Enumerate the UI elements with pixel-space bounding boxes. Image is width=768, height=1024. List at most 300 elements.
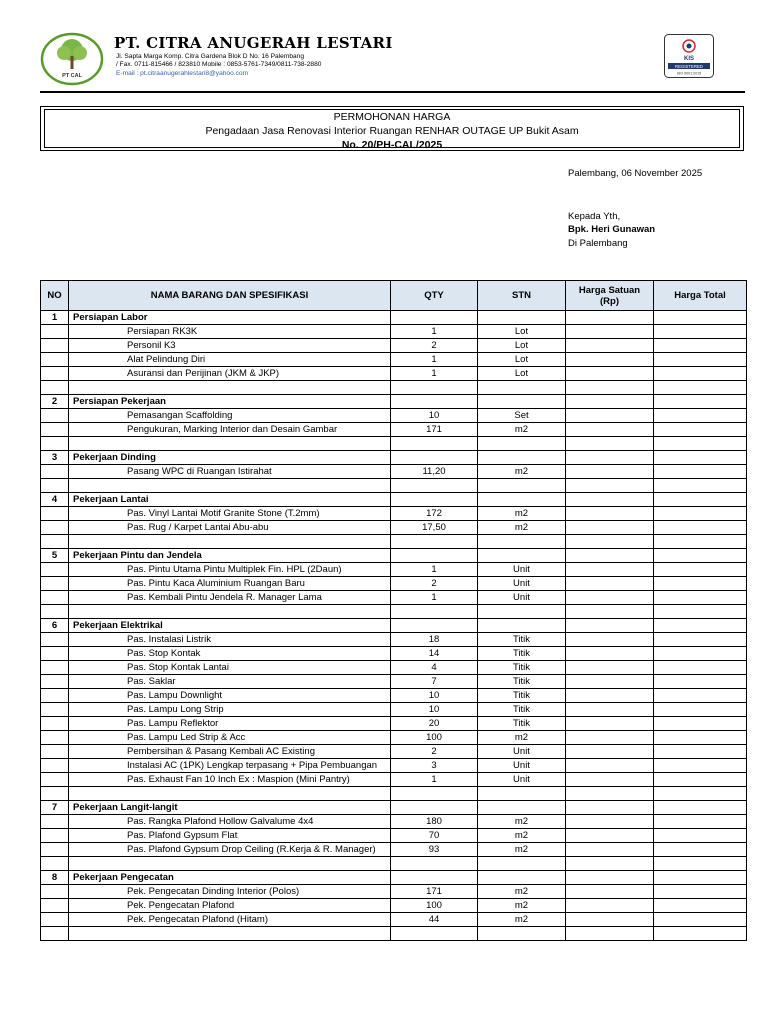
recipient-name: Bpk. Heri Gunawan bbox=[568, 224, 656, 235]
cell-unit-price bbox=[566, 717, 654, 731]
cell-name: Pas. Rangka Plafond Hollow Galvalume 4x4 bbox=[69, 815, 391, 829]
cell-stn bbox=[478, 605, 566, 619]
cell-name bbox=[69, 381, 391, 395]
cell-unit-price bbox=[566, 745, 654, 759]
header-stn: STN bbox=[478, 281, 566, 311]
header-qty: QTY bbox=[391, 281, 478, 311]
cell-no bbox=[41, 521, 69, 535]
cell-unit-price bbox=[566, 759, 654, 773]
cell-total bbox=[654, 339, 747, 353]
cell-unit-price bbox=[566, 493, 654, 507]
cell-qty bbox=[391, 619, 478, 633]
cell-stn: Titik bbox=[478, 661, 566, 675]
table-row bbox=[41, 563, 747, 577]
table-row bbox=[41, 507, 747, 521]
cell-total bbox=[654, 479, 747, 493]
cell-qty bbox=[391, 493, 478, 507]
document-number: No. 20/PH-CAL/2025 bbox=[341, 139, 443, 151]
cell-no bbox=[41, 563, 69, 577]
cell-no: 2 bbox=[41, 395, 69, 409]
blank-row bbox=[41, 381, 747, 395]
cell-stn bbox=[478, 311, 566, 325]
cell-name: Instalasi AC (1PK) Lengkap terpasang + Pipa Pembuangan bbox=[69, 759, 391, 773]
document-title: PERMOHONAN HARGA bbox=[333, 111, 451, 123]
cell-stn: Unit bbox=[478, 577, 566, 591]
cell-qty: 2 bbox=[391, 577, 478, 591]
cell-no bbox=[41, 787, 69, 801]
table-header-row bbox=[41, 281, 747, 311]
cell-qty: 20 bbox=[391, 717, 478, 731]
cell-unit-price bbox=[566, 689, 654, 703]
blank-row bbox=[41, 479, 747, 493]
cell-stn: Lot bbox=[478, 353, 566, 367]
header-total: Harga Total bbox=[654, 281, 747, 311]
cell-total bbox=[654, 577, 747, 591]
cell-unit-price bbox=[566, 913, 654, 927]
cell-unit-price bbox=[566, 451, 654, 465]
cell-no bbox=[41, 885, 69, 899]
blank-row bbox=[41, 787, 747, 801]
cell-total bbox=[654, 465, 747, 479]
cell-unit-price bbox=[566, 381, 654, 395]
cell-unit-price bbox=[566, 731, 654, 745]
table-row bbox=[41, 647, 747, 661]
cell-name bbox=[69, 927, 391, 941]
cell-no bbox=[41, 577, 69, 591]
table-row bbox=[41, 339, 747, 353]
cell-no bbox=[41, 745, 69, 759]
cell-qty: 7 bbox=[391, 675, 478, 689]
cell-total bbox=[654, 507, 747, 521]
cell-name: Pas. Pintu Kaca Aluminium Ruangan Baru bbox=[69, 577, 391, 591]
cell-name: Personil K3 bbox=[69, 339, 391, 353]
cell-qty bbox=[391, 787, 478, 801]
cell-no bbox=[41, 633, 69, 647]
cell-qty bbox=[391, 479, 478, 493]
cell-total bbox=[654, 423, 747, 437]
cell-total bbox=[654, 731, 747, 745]
cell-total bbox=[654, 661, 747, 675]
header-unit-price: Harga Satuan (Rp) bbox=[566, 281, 654, 311]
cell-name: Pas. Exhaust Fan 10 Inch Ex : Maspion (Mini Pantry) bbox=[69, 773, 391, 787]
cell-total bbox=[654, 311, 747, 325]
cell-unit-price bbox=[566, 591, 654, 605]
cell-stn: Unit bbox=[478, 563, 566, 577]
cell-unit-price bbox=[566, 437, 654, 451]
cell-unit-price bbox=[566, 675, 654, 689]
section-row bbox=[41, 619, 747, 633]
cell-name: Pek. Pengecatan Plafond bbox=[69, 899, 391, 913]
document-subtitle: Pengadaan Jasa Renovasi Interior Ruangan RENHAR OUTAGE UP Bukit Asam bbox=[205, 125, 579, 137]
cell-total bbox=[654, 591, 747, 605]
cell-total bbox=[654, 871, 747, 885]
cell-stn: m2 bbox=[478, 521, 566, 535]
cell-stn: Unit bbox=[478, 773, 566, 787]
cell-qty: 1 bbox=[391, 591, 478, 605]
cell-name: Pekerjaan Elektrikal bbox=[69, 619, 391, 633]
table-row bbox=[41, 829, 747, 843]
cell-stn: m2 bbox=[478, 913, 566, 927]
cell-stn: Titik bbox=[478, 675, 566, 689]
cell-unit-price bbox=[566, 815, 654, 829]
cell-unit-price bbox=[566, 535, 654, 549]
cell-total bbox=[654, 717, 747, 731]
cell-qty: 172 bbox=[391, 507, 478, 521]
cell-stn bbox=[478, 451, 566, 465]
cell-no bbox=[41, 479, 69, 493]
cell-qty bbox=[391, 437, 478, 451]
cell-total bbox=[654, 353, 747, 367]
cell-qty: 10 bbox=[391, 689, 478, 703]
cell-stn: Lot bbox=[478, 339, 566, 353]
cell-total bbox=[654, 801, 747, 815]
table-row bbox=[41, 773, 747, 787]
logo-text: PT CAL bbox=[62, 73, 82, 79]
cell-name: Persiapan Pekerjaan bbox=[69, 395, 391, 409]
cell-qty: 70 bbox=[391, 829, 478, 843]
blank-row bbox=[41, 535, 747, 549]
cell-total bbox=[654, 773, 747, 787]
cell-name: Pekerjaan Langit-langit bbox=[69, 801, 391, 815]
table-row bbox=[41, 815, 747, 829]
cell-no bbox=[41, 647, 69, 661]
cell-unit-price bbox=[566, 549, 654, 563]
cell-name: Pas. Plafond Gypsum Flat bbox=[69, 829, 391, 843]
cell-qty: 4 bbox=[391, 661, 478, 675]
cell-unit-price bbox=[566, 647, 654, 661]
cell-name: Pekerjaan Pengecatan bbox=[69, 871, 391, 885]
table-row bbox=[41, 325, 747, 339]
cell-stn: m2 bbox=[478, 885, 566, 899]
cell-unit-price bbox=[566, 479, 654, 493]
cell-unit-price bbox=[566, 353, 654, 367]
email-line: E-mail : pt.citraanugerahlestari8@yahoo.com bbox=[116, 70, 249, 77]
cell-qty: 14 bbox=[391, 647, 478, 661]
cell-no bbox=[41, 913, 69, 927]
cell-stn: m2 bbox=[478, 829, 566, 843]
cell-qty bbox=[391, 927, 478, 941]
cell-qty: 1 bbox=[391, 325, 478, 339]
cell-qty: 171 bbox=[391, 423, 478, 437]
table-row bbox=[41, 843, 747, 857]
cell-no bbox=[41, 325, 69, 339]
cell-total bbox=[654, 451, 747, 465]
cell-name: Alat Pelindung Diri bbox=[69, 353, 391, 367]
cell-name: Pas. Instalasi Listrik bbox=[69, 633, 391, 647]
cell-no bbox=[41, 339, 69, 353]
cell-stn bbox=[478, 381, 566, 395]
cell-total bbox=[654, 605, 747, 619]
cell-qty: 180 bbox=[391, 815, 478, 829]
cell-no bbox=[41, 857, 69, 871]
cell-no bbox=[41, 409, 69, 423]
cell-no: 7 bbox=[41, 801, 69, 815]
cell-unit-price bbox=[566, 465, 654, 479]
cell-name: Pek. Pengecatan Plafond (Hitam) bbox=[69, 913, 391, 927]
cell-name: Persiapan RK3K bbox=[69, 325, 391, 339]
cell-stn bbox=[478, 857, 566, 871]
badge-text: KIS bbox=[683, 56, 695, 62]
table-row bbox=[41, 521, 747, 535]
cell-total bbox=[654, 535, 747, 549]
cell-name: Pas. Pintu Utama Pintu Multiplek Fin. HPL (2Daun) bbox=[69, 563, 391, 577]
section-row bbox=[41, 801, 747, 815]
cell-name: Pembersihan & Pasang Kembali AC Existing bbox=[69, 745, 391, 759]
cell-qty: 17,50 bbox=[391, 521, 478, 535]
cell-total bbox=[654, 815, 747, 829]
cell-no: 1 bbox=[41, 311, 69, 325]
table-row bbox=[41, 717, 747, 731]
cell-stn: Lot bbox=[478, 325, 566, 339]
cell-stn bbox=[478, 549, 566, 563]
cell-name: Pas. Plafond Gypsum Drop Ceiling (R.Kerja & R. Manager) bbox=[69, 843, 391, 857]
cell-no: 5 bbox=[41, 549, 69, 563]
cell-no bbox=[41, 927, 69, 941]
cell-stn: Titik bbox=[478, 647, 566, 661]
section-row bbox=[41, 871, 747, 885]
cell-unit-price bbox=[566, 325, 654, 339]
cell-total bbox=[654, 619, 747, 633]
cell-stn bbox=[478, 493, 566, 507]
cell-no bbox=[41, 689, 69, 703]
cell-total bbox=[654, 885, 747, 899]
cell-qty: 18 bbox=[391, 633, 478, 647]
cell-no: 6 bbox=[41, 619, 69, 633]
cell-total bbox=[654, 913, 747, 927]
cell-total bbox=[654, 689, 747, 703]
cell-no bbox=[41, 675, 69, 689]
cell-unit-price bbox=[566, 339, 654, 353]
cell-unit-price bbox=[566, 521, 654, 535]
cell-name: Pas. Lampu Downlight bbox=[69, 689, 391, 703]
cell-stn bbox=[478, 619, 566, 633]
recipient-location: Di Palembang bbox=[568, 238, 628, 249]
cell-unit-price bbox=[566, 409, 654, 423]
cell-no bbox=[41, 843, 69, 857]
cell-total bbox=[654, 843, 747, 857]
cell-qty bbox=[391, 871, 478, 885]
blank-row bbox=[41, 857, 747, 871]
table-row bbox=[41, 913, 747, 927]
cell-no bbox=[41, 605, 69, 619]
blank-row bbox=[41, 927, 747, 941]
cell-no bbox=[41, 661, 69, 675]
cell-unit-price bbox=[566, 661, 654, 675]
cell-stn: m2 bbox=[478, 507, 566, 521]
cell-unit-price bbox=[566, 367, 654, 381]
cell-unit-price bbox=[566, 605, 654, 619]
cell-qty bbox=[391, 857, 478, 871]
cell-name: Pek. Pengecatan Dinding Interior (Polos) bbox=[69, 885, 391, 899]
table-row bbox=[41, 353, 747, 367]
cell-stn bbox=[478, 437, 566, 451]
cell-total bbox=[654, 521, 747, 535]
cell-stn: m2 bbox=[478, 423, 566, 437]
cell-stn bbox=[478, 801, 566, 815]
cell-qty bbox=[391, 311, 478, 325]
section-row bbox=[41, 451, 747, 465]
cell-no bbox=[41, 899, 69, 913]
cell-name bbox=[69, 437, 391, 451]
cell-stn: m2 bbox=[478, 843, 566, 857]
cell-no: 8 bbox=[41, 871, 69, 885]
cell-name: Persiapan Labor bbox=[69, 311, 391, 325]
cell-unit-price bbox=[566, 885, 654, 899]
table-row bbox=[41, 885, 747, 899]
cell-qty: 1 bbox=[391, 367, 478, 381]
section-row bbox=[41, 395, 747, 409]
table-row bbox=[41, 423, 747, 437]
section-row bbox=[41, 311, 747, 325]
cell-stn: Set bbox=[478, 409, 566, 423]
cell-stn: m2 bbox=[478, 899, 566, 913]
cell-total bbox=[654, 703, 747, 717]
cell-stn: Unit bbox=[478, 591, 566, 605]
blank-row bbox=[41, 437, 747, 451]
cell-unit-price bbox=[566, 773, 654, 787]
cell-name bbox=[69, 787, 391, 801]
cell-qty: 1 bbox=[391, 353, 478, 367]
cell-stn: Titik bbox=[478, 717, 566, 731]
badge-registered: REGISTERED bbox=[675, 63, 703, 69]
cell-total bbox=[654, 675, 747, 689]
cell-no bbox=[41, 423, 69, 437]
cell-unit-price bbox=[566, 871, 654, 885]
cell-unit-price bbox=[566, 563, 654, 577]
cell-qty bbox=[391, 801, 478, 815]
cell-total bbox=[654, 899, 747, 913]
table-row bbox=[41, 745, 747, 759]
cell-name: Pekerjaan Lantai bbox=[69, 493, 391, 507]
cell-stn: m2 bbox=[478, 731, 566, 745]
cell-name: Pas. Lampu Long Strip bbox=[69, 703, 391, 717]
cell-no bbox=[41, 535, 69, 549]
cell-total bbox=[654, 647, 747, 661]
cell-qty: 2 bbox=[391, 745, 478, 759]
table-row bbox=[41, 899, 747, 913]
cell-stn bbox=[478, 871, 566, 885]
cell-name: Pas. Vinyl Lantai Motif Granite Stone (T.2mm) bbox=[69, 507, 391, 521]
cell-unit-price bbox=[566, 857, 654, 871]
cell-stn: Unit bbox=[478, 759, 566, 773]
cell-name: Pekerjaan Dinding bbox=[69, 451, 391, 465]
cell-qty bbox=[391, 549, 478, 563]
cell-qty: 11,20 bbox=[391, 465, 478, 479]
cell-unit-price bbox=[566, 423, 654, 437]
table-row bbox=[41, 759, 747, 773]
cell-stn: Titik bbox=[478, 633, 566, 647]
cell-total bbox=[654, 367, 747, 381]
cell-stn bbox=[478, 395, 566, 409]
cell-total bbox=[654, 857, 747, 871]
cell-unit-price bbox=[566, 787, 654, 801]
cell-total bbox=[654, 745, 747, 759]
header-no: NO bbox=[41, 281, 69, 311]
section-row bbox=[41, 493, 747, 507]
cell-qty: 10 bbox=[391, 703, 478, 717]
table-row bbox=[41, 633, 747, 647]
table-row bbox=[41, 689, 747, 703]
cell-name: Pengukuran, Marking Interior dan Desain Gambar bbox=[69, 423, 391, 437]
cell-no bbox=[41, 815, 69, 829]
cell-qty bbox=[391, 535, 478, 549]
table-row bbox=[41, 465, 747, 479]
cell-no bbox=[41, 507, 69, 521]
cell-stn: Titik bbox=[478, 703, 566, 717]
items-table bbox=[40, 280, 747, 941]
cell-qty: 2 bbox=[391, 339, 478, 353]
cell-total bbox=[654, 409, 747, 423]
cell-name: Pas. Lampu Led Strip & Acc bbox=[69, 731, 391, 745]
table-row bbox=[41, 661, 747, 675]
cell-total bbox=[654, 927, 747, 941]
cell-unit-price bbox=[566, 619, 654, 633]
cell-no bbox=[41, 381, 69, 395]
cell-unit-price bbox=[566, 801, 654, 815]
cell-qty bbox=[391, 605, 478, 619]
kis-registered-badge-icon bbox=[664, 34, 714, 78]
cell-no: 3 bbox=[41, 451, 69, 465]
table-row bbox=[41, 367, 747, 381]
cell-name: Pasang WPC di Ruangan Istirahat bbox=[69, 465, 391, 479]
cell-stn: Unit bbox=[478, 745, 566, 759]
cell-stn: Lot bbox=[478, 367, 566, 381]
cell-name: Pas. Saklar bbox=[69, 675, 391, 689]
cell-stn bbox=[478, 787, 566, 801]
cell-qty bbox=[391, 451, 478, 465]
table-row bbox=[41, 409, 747, 423]
cell-name bbox=[69, 479, 391, 493]
table-row bbox=[41, 675, 747, 689]
blank-row bbox=[41, 605, 747, 619]
company-logo-icon bbox=[40, 32, 104, 86]
title-box bbox=[40, 106, 744, 151]
cell-no bbox=[41, 353, 69, 367]
cell-name: Pekerjaan Pintu dan Jendela bbox=[69, 549, 391, 563]
cell-qty: 100 bbox=[391, 731, 478, 745]
cell-name: Pas. Rug / Karpet Lantai Abu-abu bbox=[69, 521, 391, 535]
cell-name: Pemasangan Scaffolding bbox=[69, 409, 391, 423]
cell-no bbox=[41, 465, 69, 479]
cell-unit-price bbox=[566, 829, 654, 843]
cell-qty: 100 bbox=[391, 899, 478, 913]
address-line-2: / Fax. 0711-815466 / 823810 Mobile : 0853-5761-7349/0811-738-2880 bbox=[116, 61, 322, 68]
cell-unit-price bbox=[566, 899, 654, 913]
table-row bbox=[41, 591, 747, 605]
cell-qty: 10 bbox=[391, 409, 478, 423]
cell-qty: 1 bbox=[391, 563, 478, 577]
cell-name bbox=[69, 535, 391, 549]
cell-qty: 171 bbox=[391, 885, 478, 899]
cell-stn: m2 bbox=[478, 465, 566, 479]
cell-name: Pas. Stop Kontak bbox=[69, 647, 391, 661]
cell-no bbox=[41, 773, 69, 787]
cell-stn bbox=[478, 927, 566, 941]
document-date: Palembang, 06 November 2025 bbox=[568, 168, 703, 179]
cell-unit-price bbox=[566, 843, 654, 857]
cell-qty: 44 bbox=[391, 913, 478, 927]
cell-total bbox=[654, 549, 747, 563]
table-row bbox=[41, 703, 747, 717]
badge-iso: ISO 9001:2015 bbox=[676, 71, 702, 76]
cell-name: Pas. Stop Kontak Lantai bbox=[69, 661, 391, 675]
cell-total bbox=[654, 563, 747, 577]
cell-total bbox=[654, 787, 747, 801]
cell-total bbox=[654, 493, 747, 507]
cell-name bbox=[69, 605, 391, 619]
company-name: PT. CITRA ANUGERAH LESTARI bbox=[114, 34, 393, 52]
cell-no bbox=[41, 829, 69, 843]
